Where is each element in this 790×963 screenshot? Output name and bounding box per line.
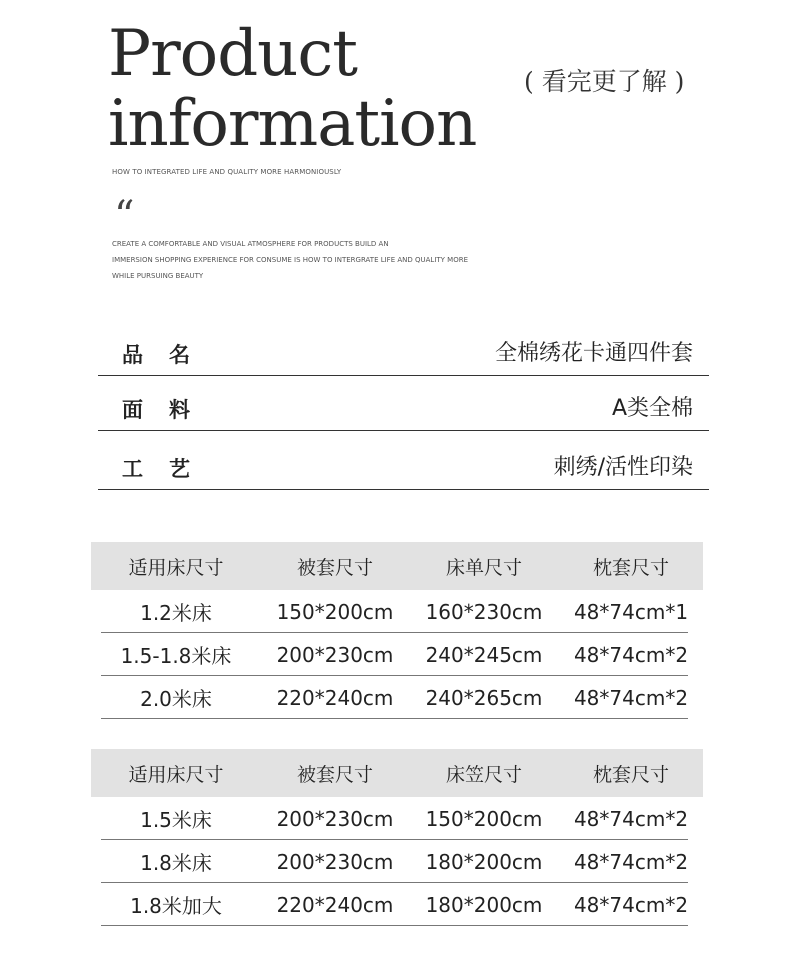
table-cell: 180*200cm xyxy=(425,849,543,874)
info-row-fabric xyxy=(98,380,709,431)
header-cell: 适用床尺寸 xyxy=(128,763,224,786)
info-value: 刺绣/活性印染 xyxy=(553,455,693,480)
table-cell: 160*230cm xyxy=(425,599,543,624)
info-label: 工艺 xyxy=(122,457,216,481)
header-cell: 枕套尺寸 xyxy=(592,556,669,579)
table-cell: 1.2米床 xyxy=(140,601,212,625)
description-line: IMMERSION SHOPPING EXPERIENCE FOR CONSUME IS HOW TO INTERGRATE LIFE AND QUALITY MORE xyxy=(112,256,468,264)
info-row-product-name xyxy=(98,325,709,376)
table-cell: 220*240cm xyxy=(276,685,394,710)
table-header xyxy=(91,749,703,797)
size-table-fitted-sheet xyxy=(91,749,703,926)
table-row xyxy=(91,633,703,676)
table-cell: 48*74cm*1 xyxy=(573,599,689,624)
table-cell: 48*74cm*2 xyxy=(573,806,689,831)
table-row xyxy=(91,883,703,926)
table-cell: 180*200cm xyxy=(425,892,543,917)
table-cell: 220*240cm xyxy=(276,892,394,917)
table-cell: 1.5米床 xyxy=(140,808,212,832)
table-row xyxy=(91,676,703,719)
tagline: HOW TO INTEGRATED LIFE AND QUALITY MORE HARMONIOUSLY xyxy=(112,168,342,176)
table-cell: 1.8米加大 xyxy=(130,894,222,918)
table-cell: 48*74cm*2 xyxy=(573,642,689,667)
quote-icon: “ xyxy=(114,193,135,239)
header-cell: 适用床尺寸 xyxy=(128,556,224,579)
header-cell: 床单尺寸 xyxy=(445,556,522,579)
description-line: CREATE A COMFORTABLE AND VISUAL ATMOSPHERE FOR PRODUCTS BUILD AN xyxy=(112,240,389,248)
header-cell: 被套尺寸 xyxy=(296,763,373,786)
table-cell: 48*74cm*2 xyxy=(573,849,689,874)
table-cell: 200*230cm xyxy=(276,806,394,831)
header-cell: 被套尺寸 xyxy=(296,556,373,579)
table-cell: 240*245cm xyxy=(425,642,543,667)
description-line: WHILE PURSUING BEAUTY xyxy=(112,272,204,280)
read-more-hint: ( 看完更了解 ) xyxy=(524,67,685,96)
description xyxy=(112,238,468,286)
table-cell: 48*74cm*2 xyxy=(573,685,689,710)
table-row xyxy=(91,840,703,883)
table-cell: 150*200cm xyxy=(276,599,394,624)
info-label: 品名 xyxy=(122,343,216,367)
table-cell: 240*265cm xyxy=(425,685,543,710)
table-cell: 200*230cm xyxy=(276,642,394,667)
info-row-craft xyxy=(98,435,709,490)
table-header xyxy=(91,542,703,590)
header-cell: 床笠尺寸 xyxy=(445,763,522,786)
table-cell: 48*74cm*2 xyxy=(573,892,689,917)
info-value: A类全棉 xyxy=(611,396,693,421)
title-line-product: Product xyxy=(108,17,357,91)
table-cell: 1.5-1.8米床 xyxy=(120,644,232,668)
size-table-flat-sheet xyxy=(91,542,703,719)
table-row xyxy=(91,590,703,633)
info-value: 全棉绣花卡通四件套 xyxy=(494,341,693,366)
table-row xyxy=(91,797,703,840)
table-cell: 1.8米床 xyxy=(140,851,212,875)
title-line-information: information xyxy=(108,87,477,161)
table-cell: 2.0米床 xyxy=(140,687,212,711)
table-cell: 150*200cm xyxy=(425,806,543,831)
info-label: 面料 xyxy=(122,398,216,422)
header-cell: 枕套尺寸 xyxy=(592,763,669,786)
table-cell: 200*230cm xyxy=(276,849,394,874)
